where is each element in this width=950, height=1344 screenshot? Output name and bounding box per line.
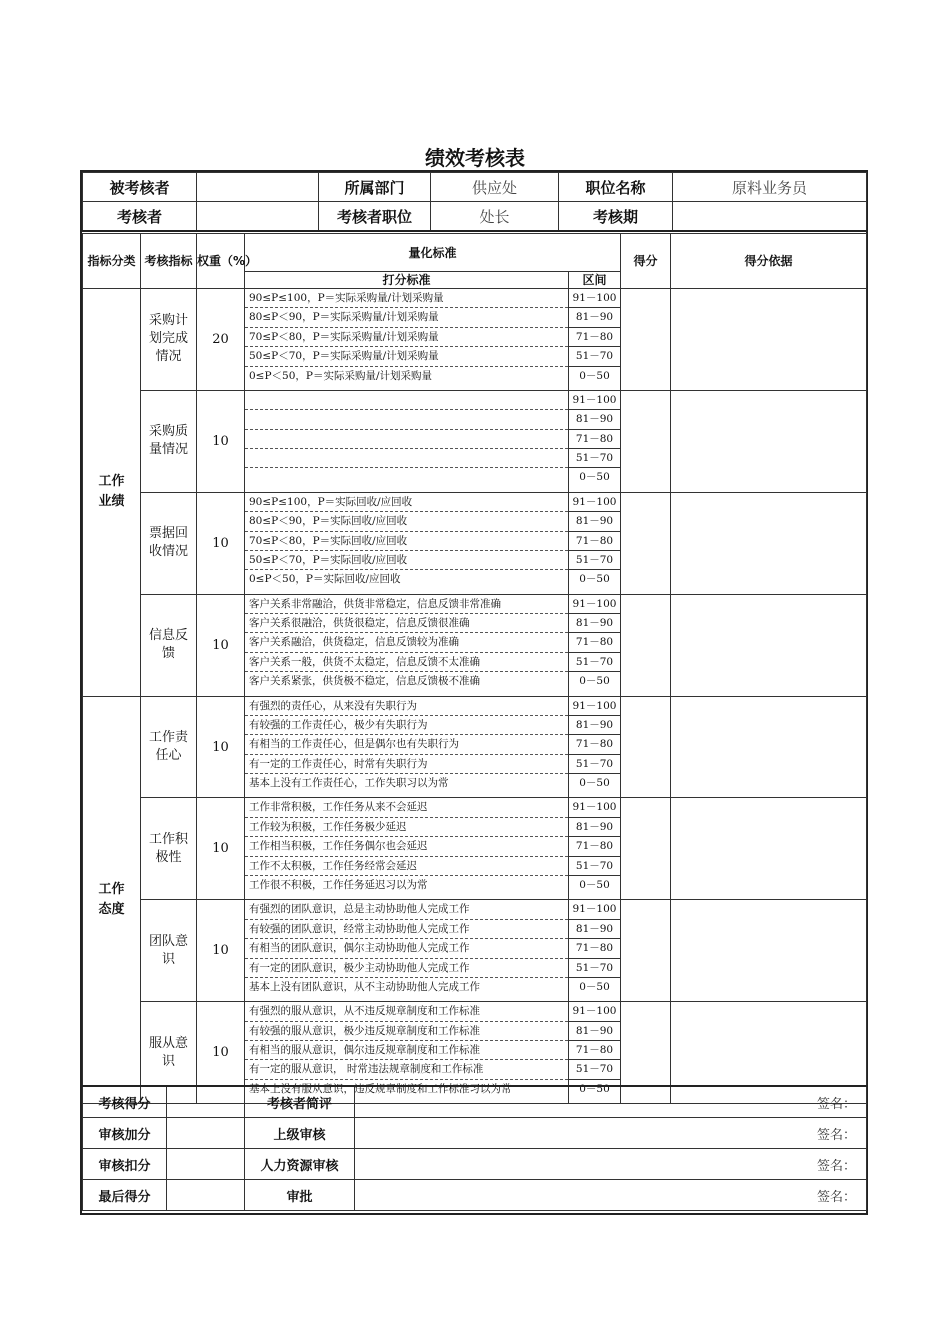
- range-value: 81－90: [569, 614, 620, 633]
- department-field[interactable]: 供应处: [431, 173, 559, 202]
- criterion-text: 有强烈的服从意识，从不违反规章制度和工作标准: [245, 1002, 568, 1021]
- criteria-cell: [245, 798, 569, 900]
- range-value: 0－50: [579, 777, 610, 790]
- criterion-text: 客户关系融洽，供货稳定，信息反馈较为准确: [245, 633, 568, 652]
- criterion-text: 有相当的团队意识，偶尔主动协助他人完成工作: [245, 939, 568, 958]
- criterion-text: 有相当的工作责任心，但是偶尔也有失职行为: [245, 735, 568, 754]
- range-value: 51－70: [569, 551, 620, 570]
- criteria-cell: [245, 492, 569, 594]
- indicator-name: 工作积极性: [141, 798, 197, 900]
- range-value: 51－70: [569, 653, 620, 672]
- examiner-position-field[interactable]: 处长: [431, 202, 559, 232]
- indicator-name: 团队意识: [141, 900, 197, 1002]
- col-quant: 量化标准: [245, 234, 621, 272]
- col-category: 指标分类: [83, 234, 141, 289]
- criterion-text: 50≤P＜70，P＝实际采购量/计划采购量: [245, 347, 568, 366]
- criterion-text: 90≤P≤100，P＝实际回收/应回收: [245, 493, 568, 512]
- col-indicator: 考核指标: [141, 234, 197, 289]
- criteria-cell: [245, 594, 569, 696]
- score-input[interactable]: [621, 798, 671, 900]
- footer-label: 最后得分: [83, 1180, 167, 1211]
- indicator-name: 服从意识: [141, 1002, 197, 1104]
- indicator-row: [83, 798, 867, 900]
- footer-value-input[interactable]: [167, 1149, 245, 1180]
- criterion-text: 客户关系非常融洽，供货非常稳定，信息反馈非常准确: [245, 595, 568, 614]
- range-value: 71－80: [569, 939, 620, 958]
- category-cell: 工作态度: [83, 696, 141, 1104]
- range-value: 81－90: [569, 920, 620, 939]
- department-label: 所属部门: [319, 173, 431, 202]
- indicator-row: [83, 390, 867, 492]
- signature-label: 签名：: [816, 1096, 856, 1112]
- footer-row: [83, 1086, 867, 1118]
- range-value: 71－80: [569, 328, 620, 347]
- range-value: 81－90: [569, 512, 620, 531]
- score-input[interactable]: [621, 900, 671, 1002]
- criterion-text: 有强烈的责任心，从来没有失职行为: [245, 697, 568, 716]
- weight-value: 20: [197, 289, 245, 391]
- examiner-field[interactable]: [197, 202, 319, 232]
- footer-label: 考核得分: [83, 1086, 167, 1118]
- basis-input[interactable]: [671, 798, 867, 900]
- position-field[interactable]: 原料业务员: [673, 173, 867, 202]
- footer-review-label: 上级审核: [245, 1118, 355, 1149]
- weight-value: 10: [197, 594, 245, 696]
- indicator-name: 采购质量情况: [141, 390, 197, 492]
- examiner-label: 考核者: [83, 202, 197, 232]
- criterion-text: [245, 391, 568, 410]
- criteria-cell: [245, 289, 569, 391]
- col-range: 区间: [569, 272, 621, 289]
- criteria-cell: [245, 900, 569, 1002]
- footer-row: [83, 1180, 867, 1211]
- range-value: 0－50: [579, 675, 610, 688]
- criterion-text: 0≤P＜50，P＝实际采购量/计划采购量: [249, 369, 433, 382]
- criterion-text: [245, 430, 568, 449]
- range-value: 81－90: [569, 308, 620, 327]
- range-value: 91－100: [569, 289, 620, 308]
- indicator-name: 票据回收情况: [141, 492, 197, 594]
- range-value: 0－50: [579, 369, 610, 382]
- criterion-text: 有较强的工作责任心，极少有失职行为: [245, 716, 568, 735]
- range-value: 51－70: [569, 449, 620, 468]
- examiner-position-label: 考核者职位: [319, 202, 431, 232]
- indicator-name: 工作责任心: [141, 696, 197, 798]
- col-weight: 权重（%）: [197, 234, 245, 289]
- range-value: 91－100: [569, 493, 620, 512]
- criterion-text: [245, 410, 568, 429]
- criterion-text: 有强烈的团队意识，总是主动协助他人完成工作: [245, 900, 568, 919]
- range-cell: [569, 594, 621, 696]
- range-value: 51－70: [569, 857, 620, 876]
- range-value: 71－80: [569, 430, 620, 449]
- criterion-text: 90≤P≤100，P＝实际采购量/计划采购量: [245, 289, 568, 308]
- range-value: 0－50: [579, 573, 610, 586]
- footer-review-label: 审批: [245, 1180, 355, 1211]
- basis-input[interactable]: [671, 900, 867, 1002]
- indicator-row: [83, 696, 867, 798]
- appraisal-form: [80, 170, 868, 1215]
- footer-review-label: 人力资源审核: [245, 1149, 355, 1180]
- footer-row: [83, 1118, 867, 1149]
- criterion-text: 80≤P＜90，P＝实际回收/应回收: [245, 512, 568, 531]
- range-value: 51－70: [569, 755, 620, 774]
- footer-value-input[interactable]: [167, 1180, 245, 1211]
- examinee-field[interactable]: [197, 173, 319, 202]
- period-field[interactable]: [673, 202, 867, 232]
- criterion-text: 客户关系很融洽，供货很稳定，信息反馈很准确: [245, 614, 568, 633]
- basis-input[interactable]: [671, 492, 867, 594]
- range-value: 0－50: [579, 879, 610, 892]
- col-score: 得分: [621, 234, 671, 289]
- category-cell: 工作业绩: [83, 289, 141, 697]
- range-value: 71－80: [569, 837, 620, 856]
- basis-input[interactable]: [671, 696, 867, 798]
- range-value: 0－50: [579, 471, 610, 484]
- range-value: 51－70: [569, 959, 620, 978]
- indicator-row: [83, 492, 867, 594]
- footer-value-input[interactable]: [167, 1086, 245, 1118]
- criterion-text: 50≤P＜70，P＝实际回收/应回收: [245, 551, 568, 570]
- footer-review-label: 考核者简评: [245, 1086, 355, 1118]
- signature-label: 签名：: [816, 1127, 856, 1143]
- range-cell: [569, 492, 621, 594]
- weight-value: 10: [197, 696, 245, 798]
- basis-input[interactable]: [671, 390, 867, 492]
- footer-label: 审核加分: [83, 1118, 167, 1149]
- indicator-name: 采购计划完成情况: [141, 289, 197, 391]
- criterion-text: 有相当的服从意识，偶尔违反规章制度和工作标准: [245, 1041, 568, 1060]
- criterion-text: 80≤P＜90，P＝实际采购量/计划采购量: [245, 308, 568, 327]
- range-value: 91－100: [569, 697, 620, 716]
- range-value: 51－70: [569, 347, 620, 366]
- criterion-text: 有较强的服从意识，极少违反规章制度和工作标准: [245, 1022, 568, 1041]
- range-value: 71－80: [569, 532, 620, 551]
- range-value: 81－90: [569, 818, 620, 837]
- weight-value: 10: [197, 492, 245, 594]
- weight-value: 10: [197, 900, 245, 1002]
- criterion-text: 有一定的服从意识， 时常违法规章制度和工作标准: [245, 1060, 568, 1079]
- weight-value: 10: [197, 798, 245, 900]
- position-label: 职位名称: [559, 173, 673, 202]
- range-value: 71－80: [569, 633, 620, 652]
- range-value: 81－90: [569, 716, 620, 735]
- signature-field[interactable]: [355, 1086, 867, 1118]
- range-value: 0－50: [579, 1082, 610, 1095]
- range-value: 91－100: [569, 595, 620, 614]
- signature-field[interactable]: [355, 1118, 867, 1149]
- score-input[interactable]: [621, 594, 671, 696]
- footer-value-input[interactable]: [167, 1118, 245, 1149]
- weight-value: 10: [197, 390, 245, 492]
- basis-input[interactable]: [671, 594, 867, 696]
- footer-table: [82, 1085, 867, 1211]
- criterion-text: 70≤P＜80，P＝实际回收/应回收: [245, 532, 568, 551]
- range-cell: [569, 289, 621, 391]
- criterion-text: [245, 468, 568, 487]
- basis-input[interactable]: [671, 289, 867, 391]
- criterion-text: 基本上没有服从意识，违反规章制度和工作标准习以为常: [249, 1082, 512, 1095]
- range-cell: [569, 696, 621, 798]
- range-value: 91－100: [569, 900, 620, 919]
- footer-row: [83, 1149, 867, 1180]
- criteria-cell: [245, 696, 569, 798]
- score-input[interactable]: [621, 492, 671, 594]
- criterion-text: 工作较为积极，工作任务极少延迟: [245, 818, 568, 837]
- page-title: 绩效考核表: [425, 146, 525, 170]
- criteria-cell: [245, 390, 569, 492]
- criterion-text: 有一定的团队意识，极少主动协助他人完成工作: [245, 959, 568, 978]
- score-input[interactable]: [621, 390, 671, 492]
- criterion-text: 有一定的工作责任心，时常有失职行为: [245, 755, 568, 774]
- indicator-row: [83, 289, 867, 391]
- indicator-name: 信息反馈: [141, 594, 197, 696]
- header-table: [82, 172, 867, 232]
- range-cell: [569, 900, 621, 1002]
- examinee-label: 被考核者: [83, 173, 197, 202]
- criterion-text: 工作不太积极，工作任务经常会延迟: [245, 857, 568, 876]
- criterion-text: 客户关系紧张，供货极不稳定，信息反馈极不准确: [249, 675, 480, 688]
- score-input[interactable]: [621, 696, 671, 798]
- signature-label: 签名：: [816, 1158, 856, 1174]
- criterion-text: 工作非常积极，工作任务从来不会延迟: [245, 798, 568, 817]
- criterion-text: 基本上没有工作责任心，工作失职习以为常: [249, 777, 449, 790]
- period-label: 考核期: [559, 202, 673, 232]
- signature-field[interactable]: [355, 1180, 867, 1211]
- range-value: 91－100: [569, 1002, 620, 1021]
- col-basis: 得分依据: [671, 234, 867, 289]
- range-value: 71－80: [569, 1041, 620, 1060]
- criterion-text: [245, 449, 568, 468]
- footer-label: 审核扣分: [83, 1149, 167, 1180]
- criterion-text: 70≤P＜80，P＝实际采购量/计划采购量: [245, 328, 568, 347]
- weight-value: 10: [197, 1002, 245, 1104]
- range-value: 51－70: [569, 1060, 620, 1079]
- criteria-table: [82, 233, 867, 1104]
- range-value: 71－80: [569, 735, 620, 754]
- indicator-row: [83, 594, 867, 696]
- range-value: 81－90: [569, 1022, 620, 1041]
- range-value: 91－100: [569, 391, 620, 410]
- range-value: 0－50: [579, 980, 610, 993]
- signature-field[interactable]: [355, 1149, 867, 1180]
- indicator-row: [83, 900, 867, 1002]
- range-cell: [569, 798, 621, 900]
- col-scoring: 打分标准: [245, 272, 569, 289]
- score-input[interactable]: [621, 289, 671, 391]
- signature-label: 签名：: [816, 1189, 856, 1205]
- criterion-text: 客户关系一般，供货不太稳定，信息反馈不太准确: [245, 653, 568, 672]
- criterion-text: 0≤P＜50，P＝实际回收/应回收: [249, 573, 401, 586]
- range-value: 81－90: [569, 410, 620, 429]
- criterion-text: 工作相当积极，工作任务偶尔也会延迟: [245, 837, 568, 856]
- criterion-text: 工作很不积极，工作任务延迟习以为常: [249, 879, 428, 892]
- range-cell: [569, 390, 621, 492]
- criterion-text: 有较强的团队意识，经常主动协助他人完成工作: [245, 920, 568, 939]
- range-value: 91－100: [569, 798, 620, 817]
- criterion-text: 基本上没有团队意识，从不主动协助他人完成工作: [249, 980, 480, 993]
